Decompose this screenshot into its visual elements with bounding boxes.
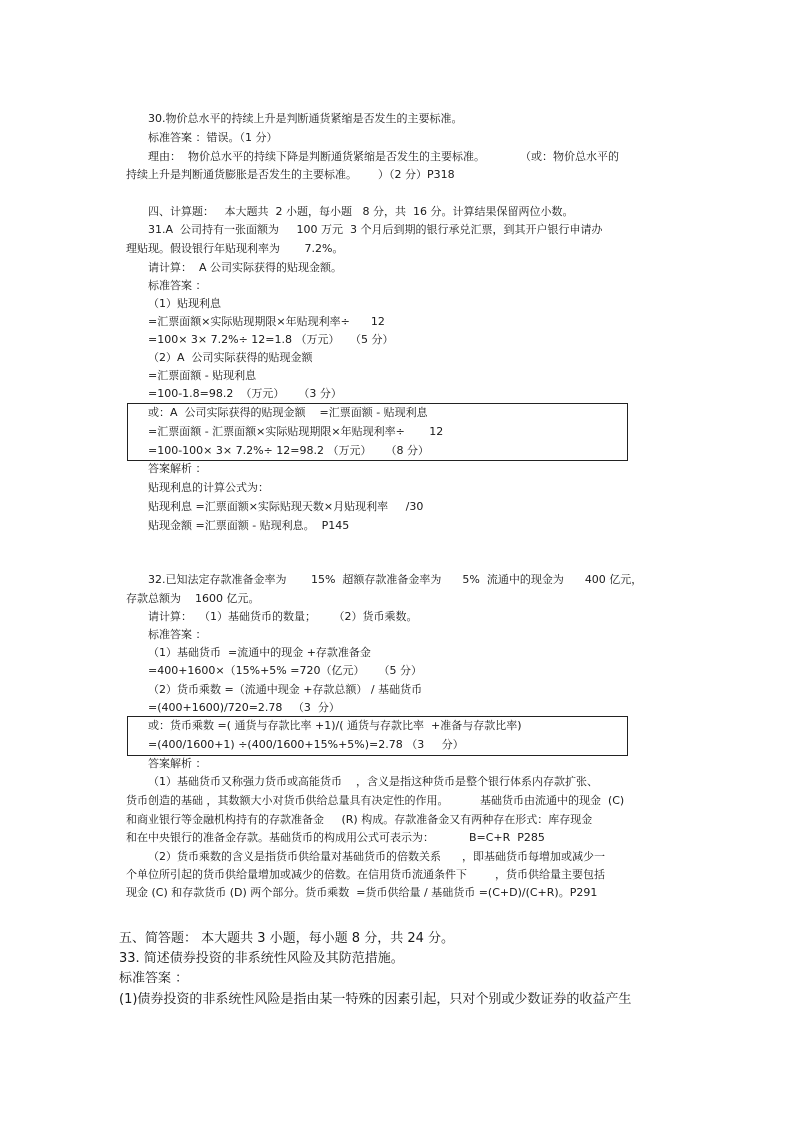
q31-question-line2: 理贴现。假设银行年贴现利率为 7.2%。 (126, 242, 344, 255)
q33-standard-answer-label: 标准答案 ： (119, 971, 189, 986)
q31-step4: （2）A 公司实际获得的贴现金额 (148, 351, 313, 364)
q31-box-line1: 或：A 公司实际获得的贴现金额 =汇票面额 - 贴现利息 (148, 406, 428, 419)
section4-heading: 四、计算题： 本大题共 2 小题，每小题 8 分，共 16 分。计算结果保留两位小数。 (148, 205, 574, 218)
q32-standard-answer-label: 标准答案 ： (148, 628, 207, 641)
section5-heading: 五、简答题： 本大题共 3 小题，每小题 8 分，共 24 分。 (119, 931, 455, 946)
q31-step1: （1）贴现利息 (148, 297, 221, 310)
q31-question-line1: 31.A 公司持有一张面额为 100 万元 3 个月后到期的银行承兑汇票，到其开户银行申请办 (148, 223, 603, 236)
q32-step3: （2）货币乘数 =（流通中现金 +存款总额） / 基础货币 (148, 683, 423, 696)
q30-question: 30.物价总水平的持续上升是判断通货紧缩是否发生的主要标准。 (148, 112, 463, 125)
q32-explanation-line7: 现金 (C) 和存款货币 (D) 两个部分。货币乘数 =货币供给量 / 基础货币 =(C+D)/(C+R)。P291 (126, 886, 598, 899)
q32-step2: =400+1600×（15%+5% =720（亿元） （5 分） (148, 664, 422, 677)
q31-ask: 请计算： A 公司实际获得的贴现金额。 (148, 261, 343, 274)
q32-box-line1: 或：货币乘数 =( 通货与存款比率 +1)/( 通货与存款比率 +准备与存款比率) (148, 719, 522, 732)
q30-reason-line2: 持续上升是判断通货膨胀是否发生的主要标准。 ）（2 分）P318 (126, 168, 455, 181)
q31-step3: =100× 3× 7.2%÷ 12=1.8 （万元） （5 分） (148, 333, 394, 346)
q32-explanation-line4: 和在中央银行的准备金存款。基础货币的构成用公式可表示为： B=C+R P285 (126, 831, 545, 844)
q32-step1: （1）基础货币 =流通中的现金 +存款准备金 (148, 646, 371, 659)
q31-step5: =汇票面额 - 贴现利息 (148, 369, 257, 382)
q32-box-line2: =(400/1600+1) ÷(400/1600+15%+5%)=2.78 （3 分） (148, 738, 464, 751)
q33-question: 33. 简述债券投资的非系统性风险及其防范措施。 (119, 951, 404, 966)
q32-explanation-line5: （2）货币乘数的含义是指货币供给量对基础货币的倍数关系 ，即基础货币每增加或减少一 (148, 850, 605, 863)
q31-explanation-line3: 贴现金额 =汇票面额 - 贴现利息。 P145 (148, 519, 350, 532)
q32-explanation-line3: 和商业银行等金融机构持有的存款准备金 (R) 构成。存款准备金又有两种存在形式：库存现金 (126, 813, 593, 826)
q31-explanation-line2: 贴现利息 =汇票面额×实际贴现天数×月贴现利率 /30 (148, 500, 424, 513)
q32-explanation-line1: （1）基础货币又称强力货币或高能货币 ，含义是指这种货币是整个银行体系内存款扩张、 (148, 775, 598, 788)
q31-step6: =100-1.8=98.2 （万元） （3 分） (148, 387, 342, 400)
q30-answer: 标准答案 ：错误。（1 分） (148, 131, 278, 144)
q30-reason-line1: 理由： 物价总水平的持续下降是判断通货紧缩是否发生的主要标准。 （或：物价总水平的 (148, 150, 619, 163)
q31-box-line3: =100-100× 3× 7.2%÷ 12=98.2 （万元） （8 分） (148, 444, 429, 457)
q32-explanation-line2: 货币创造的基础 ，其数额大小对货币供给总量具有决定性的作用。 基础货币由流通中的现金 (C) (126, 794, 625, 807)
q32-question-line2: 存款总额为 1600 亿元。 (126, 592, 260, 605)
q31-explanation-line1: 贴现利息的计算公式为： (148, 481, 269, 494)
q31-step2: =汇票面额×实际贴现期限×年贴现利率÷ 12 (148, 315, 385, 328)
q31-standard-answer-label: 标准答案 ： (148, 279, 207, 292)
q32-question-line1: 32.已知法定存款准备金率为 15% 超额存款准备金率为 5% 流通中的现金为 400 亿元， (148, 573, 643, 586)
q32-ask: 请计算： （1）基础货币的数量； （2）货币乘数。 (148, 610, 418, 623)
q32-explanation-label: 答案解析 ： (148, 757, 207, 770)
q32-explanation-line6: 个单位所引起的货币供给量增加或减少的倍数。在信用货币流通条件下 ，货币供给量主要包括 (126, 868, 605, 881)
q32-step4: =(400+1600)/720=2.78 （3 分） (148, 701, 340, 714)
q33-answer-line1: (1)债券投资的非系统性风险是指由某一特殊的因素引起，只对个别或少数证券的收益产生 (119, 992, 632, 1007)
q31-explanation-label: 答案解析 ： (148, 462, 207, 475)
q31-box-line2: =汇票面额 - 汇票面额×实际贴现期限×年贴现利率÷ 12 (148, 425, 444, 438)
